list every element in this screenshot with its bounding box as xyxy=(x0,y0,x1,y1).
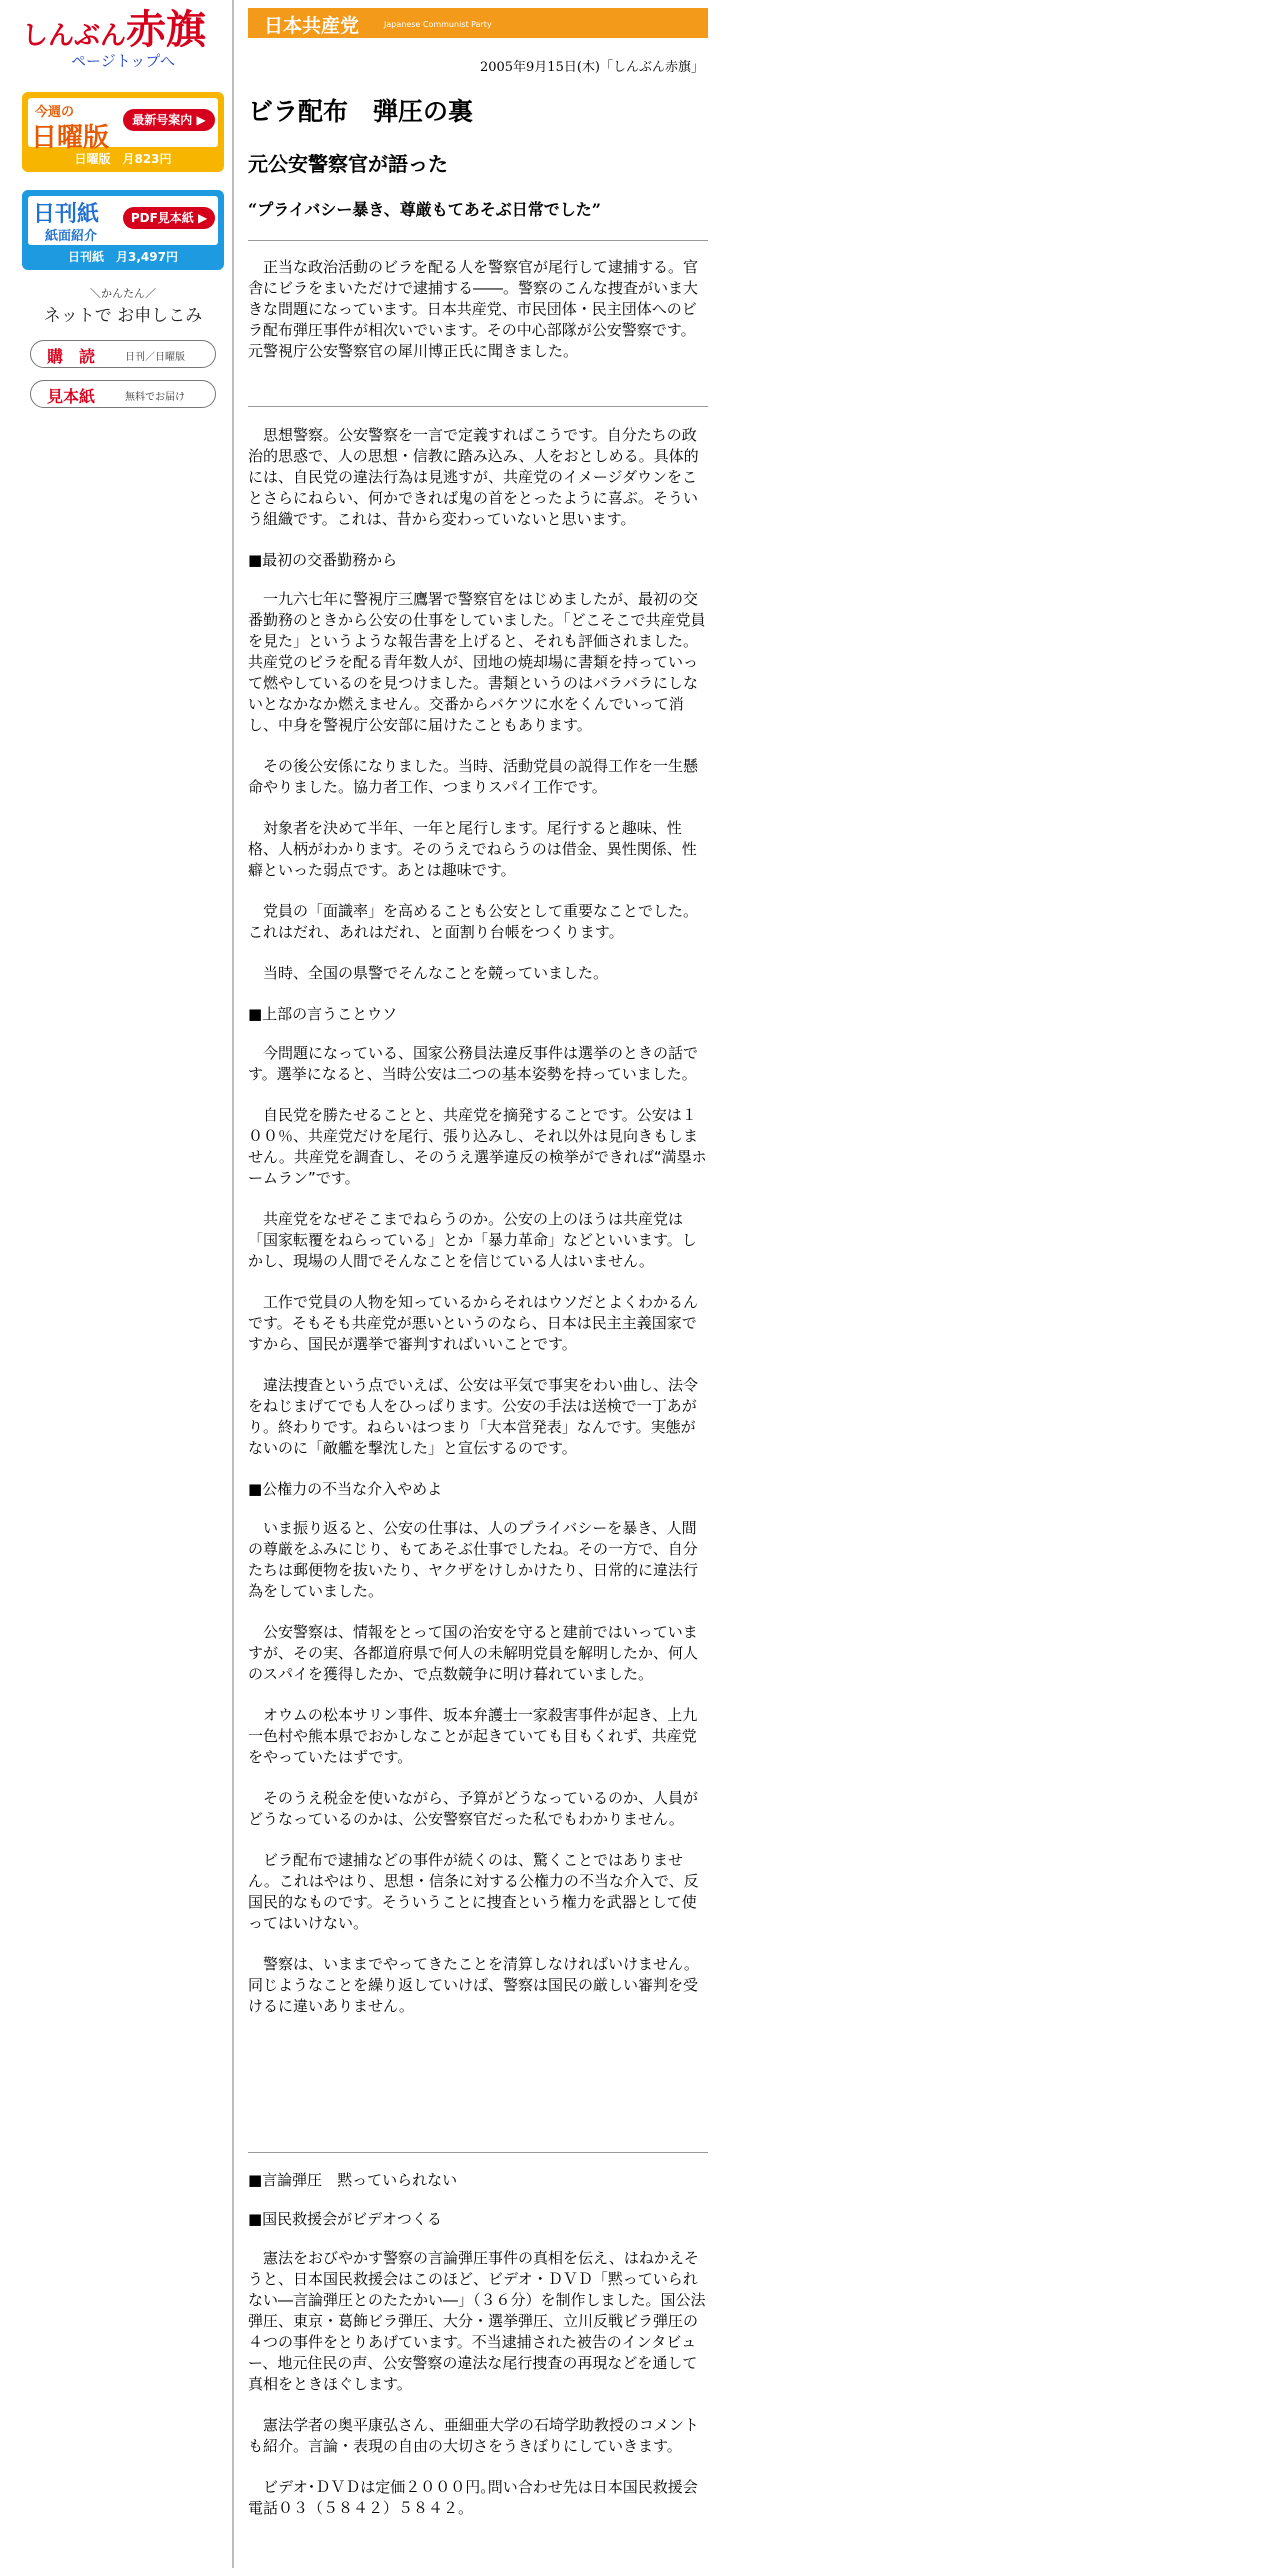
logo-big-text: 赤旗 xyxy=(126,6,207,53)
net-apply-kana: ＼かんたん／ xyxy=(90,287,156,300)
article-lead xyxy=(248,257,708,382)
daily-edition-banner[interactable] xyxy=(22,190,224,270)
section-heading: ■最初の交番勤務から xyxy=(248,551,398,569)
sunday-banner-line2: 日曜版 xyxy=(31,123,110,153)
divider xyxy=(248,240,708,241)
body-paragraph: 今問題になっている、国家公務員法違反事件は選挙のときの話です。選挙になると、当時公安は二つの基本姿勢を持っていました。 xyxy=(248,1044,699,1083)
body-paragraph: 警察は、いままでやってきたことを清算しなければいけません。同じようなことを繰り返していけば、警察は国民の厳しい審判を受けるに違いありません。 xyxy=(248,1955,699,2015)
sunday-edition-banner[interactable] xyxy=(22,92,224,172)
sample-label: 見本紙 xyxy=(47,387,96,406)
article-title: ビラ配布 弾圧の裏 xyxy=(248,97,474,126)
body-paragraph: そのうえ税金を使いながら、予算がどうなっているのか、人員がどうなっているのかは、公安警察官だった私でもわかりません。 xyxy=(248,1789,699,1828)
body-paragraph: 党員の「面識率」を高めることも公安として重要なことでした。これはだれ、あれはだれ、と面割り台帳をつくります。 xyxy=(248,902,699,941)
akahata-logo[interactable] xyxy=(22,8,224,52)
daily-banner-price: 日刊紙 月3,497円 xyxy=(68,250,178,264)
body-paragraph: 違法捜査という点でいえば、公安は平気で事実をわい曲し、法令をねじまげてでも人をひっぱります。公安の手法は送検で一丁あがり。終わりです。ねらいはつまり「大本営発表」なんです。実態がないのに「敵艦を撃沈した」と宣伝するのです。 xyxy=(248,1376,699,1457)
party-name: 日本共産党 xyxy=(264,15,360,37)
body-paragraph: いま振り返ると、公安の仕事は、人のプライバシーを暴き、人間の尊厳をふみにじり、もてあそぶ仕事でしたね。その一方で、自分たちは郵便物を抜いたり、ヤクザをけしかけたり、日常的に違法行為をしていました。 xyxy=(248,1519,699,1600)
free-sample-button[interactable] xyxy=(30,380,216,408)
pdf-sample-button[interactable]: PDF見本紙 ▶ xyxy=(123,207,215,229)
divider xyxy=(248,406,708,407)
page-top-link[interactable]: ページトップへ xyxy=(71,52,175,70)
daily-banner-line2: 紙面紹介 xyxy=(45,229,98,244)
party-name-english: Japanese Communist Party xyxy=(384,20,492,29)
body-paragraph: 一九六七年に警視庁三鷹署で警察官をはじめましたが、最初の交番勤務のときから公安の仕事をしていました。「どこそこで共産党員を見た」というような報告書を上げると、それも評価されました。共産党のビラを配る青年数人が、団地の焼却場に書類を持っていって燃やしているのを見つけました。書類というのはバラバラにしないとなかなか燃えません。交番からバケツに水をくんでいって消し、中身を警視庁公安部に届けたこともあります。 xyxy=(248,590,706,734)
divider xyxy=(248,2152,708,2153)
body-paragraph: その後公安係になりました。当時、活動党員の説得工作を一生懸命やりました。協力者工作、つまりスパイ工作です。 xyxy=(248,757,699,796)
body-paragraph: 思想警察。公安警察を一言で定義すればこうです。自分たちの政治的思惑で、人の思想・信教に踏み込み、人をおとしめる。具体的には、自民党の違法行為は見逃すが、共産党のイメージダウンをことさらにねらい、何かできれば鬼の首をとったように喜ぶ。そういう組織です。これは、昔から変わっていないと思います。 xyxy=(248,426,699,528)
related-section xyxy=(248,2170,713,2539)
lead-paragraph: 正当な政治活動のビラを配る人を警察官が尾行して逮捕する。官舎にビラをまいただけで逮捕する――。警察のこんな捜査がいま大きな問題になっています。日本共産党、市民団体・民主団体へのビラ配布弾圧事件が相次いでいます。その中心部隊が公安警察です。元警視庁公安警察官の犀川博正氏に聞きました。 xyxy=(248,258,699,360)
body-paragraph: ビデオ･ＤＶＤは定価２０００円｡問い合わせ先は日本国民救援会 電話０３（５８４２）５８４２。 xyxy=(248,2478,713,2517)
body-paragraph: 憲法をおびやかす警察の言論弾圧事件の真相を伝え、はねかえそうと、日本国民救援会はこのほど、ビデオ・ＤＶＤ「黙っていられない―言論弾圧とのたたかい―」（３６分）を制作しました。国公法弾圧、東京・葛飾ビラ弾圧、大分・選挙弾圧、立川反戦ビラ弾圧の４つの事件をとりあげています。不当逮捕された被告のインタビュー、地元住民の声、公安警察の違法な尾行捜査の再現などを通して真相をときほぐします。 xyxy=(248,2249,706,2393)
sunday-banner-line1: 今週の xyxy=(35,105,75,120)
net-apply-label: ネットで お申しこみ xyxy=(43,306,203,326)
section-heading: ■上部の言うことウソ xyxy=(248,1005,398,1023)
article-date: 2005年9月15日(木)「しんぶん赤旗」 xyxy=(479,60,704,75)
sidebar-divider xyxy=(232,0,234,2568)
daily-banner-line1: 日刊紙 xyxy=(33,202,100,227)
sidebar xyxy=(0,0,232,2568)
body-paragraph: 憲法学者の奥平康弘さん、亜細亜大学の石埼学助教授のコメントも紹介。言論・表現の自由の大切さをうきぼりにしていきます。 xyxy=(248,2416,699,2455)
body-paragraph: 公安警察は、情報をとって国の治安を守ると建前ではいっていますが、その実、各都道府県で何人の未解明党員を解明したか、何人のスパイを獲得したか、で点数競争に明け暮れていました。 xyxy=(248,1623,699,1683)
body-paragraph: 自民党を勝たせることと、共産党を摘発することです。公安は１００％、共産党だけを尾行、張り込みし、それ以外は見向きもしません。共産党を調査し、そのうえ選挙違反の検挙ができれば“満塁ホームラン”です。 xyxy=(248,1106,707,1187)
body-paragraph: 当時、全国の県警でそんなことを競っていました。 xyxy=(248,964,609,982)
section-heading: ■言論弾圧 黙っていられない xyxy=(248,2171,458,2189)
party-header-bar[interactable] xyxy=(248,8,708,38)
body-paragraph: 工作で党員の人物を知っているからそれはウソだとよくわかるんです。そもそも共産党が悪いというのなら、日本は民主主義国家ですから、国民が選挙で審判すればいいことです。 xyxy=(248,1293,699,1353)
sample-sublabel: 無料でお届け xyxy=(125,392,185,403)
body-paragraph: オウムの松本サリン事件、坂本弁護士一家殺害事件が起き、上九一色村や熊本県でおかしなことが起きていても目もくれず、共産党をやっていたはずです。 xyxy=(248,1706,698,1766)
subscribe-button[interactable] xyxy=(30,340,216,368)
sunday-banner-price: 日曜版 月823円 xyxy=(74,152,172,166)
body-paragraph: ビラ配布で逮捕などの事件が続くのは、驚くことではありません。これはやはり、思想・信条に対する公権力の不当な介入で、反国民的なものです。そういうことに捜査という権力を武器として使ってはいけない。 xyxy=(248,1851,699,1932)
subscribe-sublabel: 日刊／日曜版 xyxy=(125,352,185,363)
body-paragraph: 共産党をなぜそこまでねらうのか。公安の上のほうは共産党は「国家転覆をねらっている」とか「暴力革命」などといいます。しかし、現場の人間でそんなことを信じている人はいません。 xyxy=(248,1210,697,1270)
article-subtitle: 元公安警察官が語った xyxy=(248,152,448,176)
section-heading: ■国民救援会がビデオつくる xyxy=(248,2210,442,2228)
latest-issue-button[interactable]: 最新号案内 ▶ xyxy=(123,109,215,131)
logo-small-text: しんぶん xyxy=(22,21,127,51)
body-paragraph: 対象者を決めて半年、一年と尾行します。尾行すると趣味、性格、人柄がわかります。そのうえでねらうのは借金、異性関係、性癖といった弱点です。あとは趣味です。 xyxy=(248,819,697,879)
subscribe-label: 購 読 xyxy=(47,347,96,366)
article-quote-headline: “プライバシー暴き、尊厳もてあそぶ日常でした” xyxy=(248,200,601,219)
section-heading: ■公権力の不当な介入やめよ xyxy=(248,1480,443,1498)
net-apply-link[interactable] xyxy=(22,285,224,326)
article-body xyxy=(248,425,708,2037)
